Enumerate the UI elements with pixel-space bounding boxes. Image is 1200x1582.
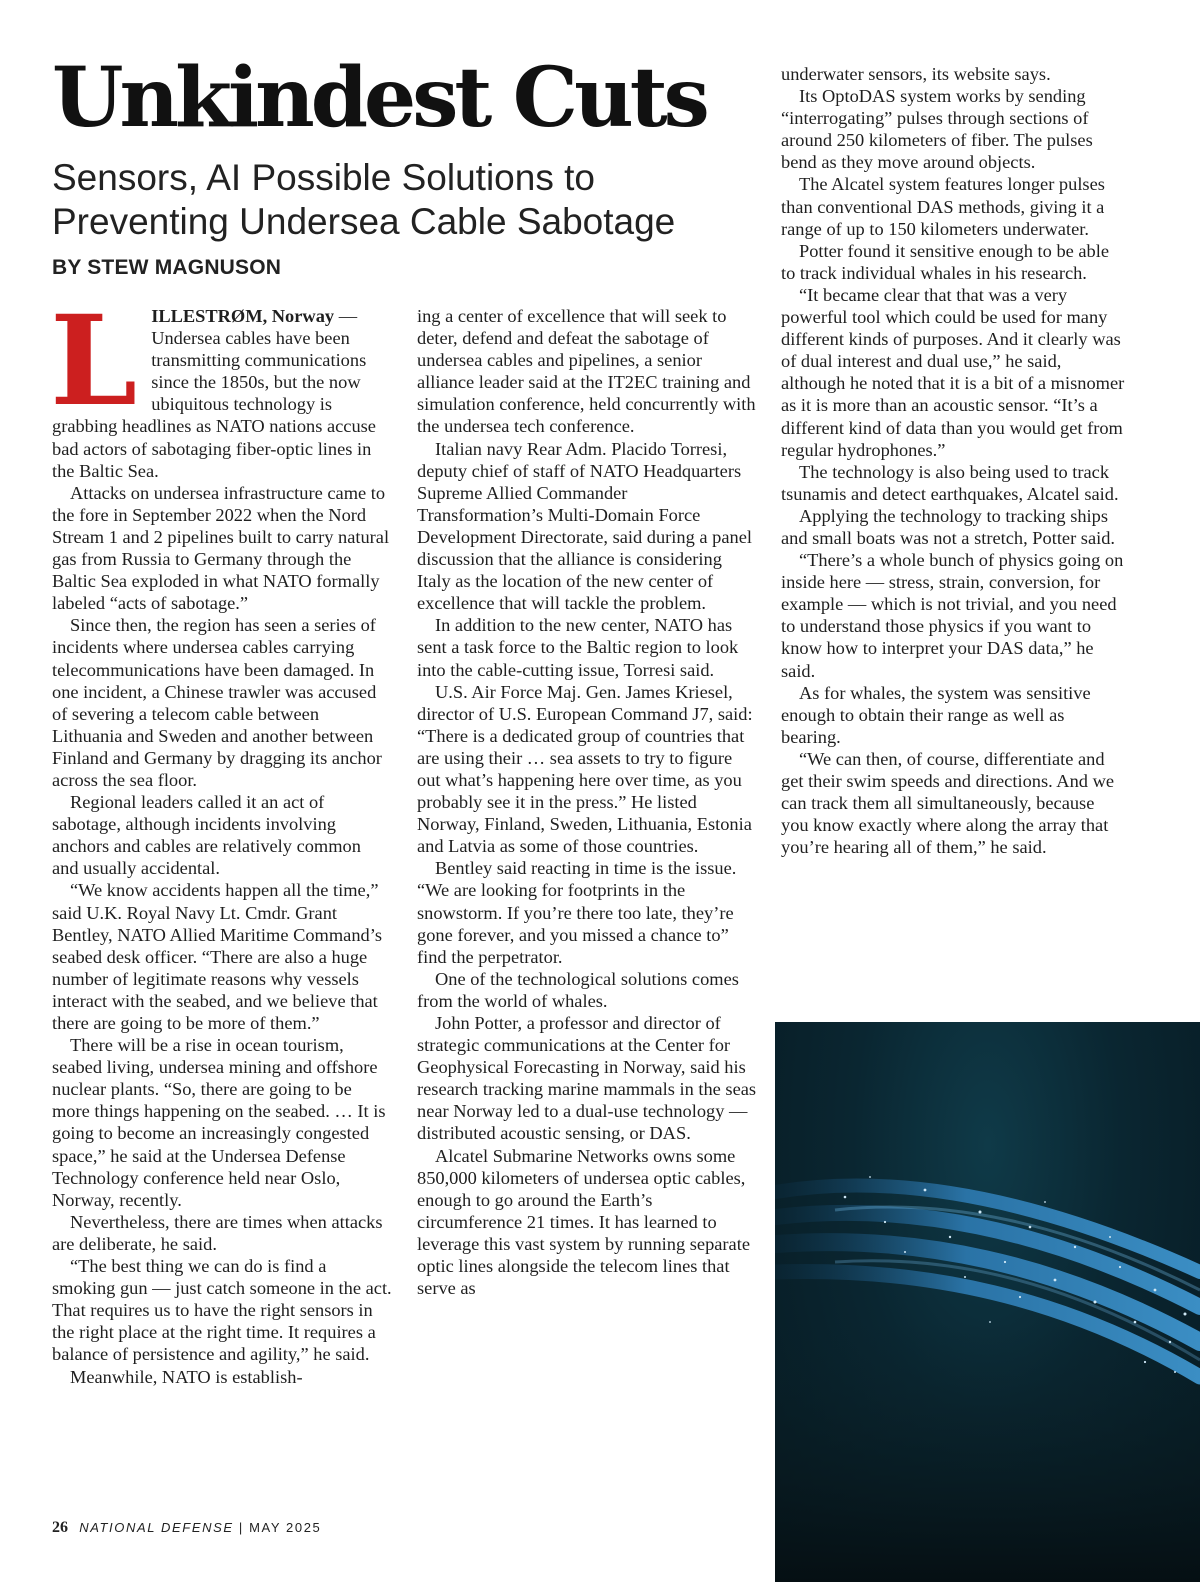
paragraph: Meanwhile, NATO is establish- [70, 1366, 303, 1387]
paragraph: “It became clear that that was a very powerful tool which could be used for many different kinds of purposes. And it clearly was of dual interest and dual use,” he said, although he noted that it is a bit of a misnomer as it is more than an acoustic sensor. “It’s a different kind of data than you would get from regular hydrophones.” [781, 284, 1125, 460]
dateline: ILLESTRØM, Norway [151, 306, 335, 326]
paragraph: underwater sensors, its website says. [781, 64, 1051, 84]
paragraph: Italian navy Rear Adm. Placido Torresi, deputy chief of staff of NATO Headquarters Supreme Allied Commander Transformation’s Multi-Domain Force Development Directorate, said during a panel discussion that the alliance is considering Italy as the location of the new center of excellence that will tackle the problem. [417, 438, 752, 614]
paragraph: As for whales, the system was sensitive enough to obtain their range as well as bearing. [781, 682, 1091, 747]
paragraph: Regional leaders called it an act of sabotage, although incidents involving anchors and cables are relatively common and usually accidental. [52, 792, 361, 879]
paragraph: One of the technological solutions comes from the world of whales. [417, 968, 739, 1011]
dateline-dash: — [334, 306, 358, 326]
paragraph: “We can then, of course, differentiate and get their swim speeds and directions. And we can track them all simultaneously, because you know exactly where along the array that you’re hearing all of them,” he said. [781, 748, 1115, 858]
paragraph: Potter found it sensitive enough to be able to track individual whales in his research. [781, 240, 1110, 283]
paragraph: Undersea cables have been transmitting communications since the 1850s, but the now ubiquitous technology is grabbing headlines as NATO nations accuse bad actors of sabotaging fiber-optic lines in the Baltic Sea. [52, 328, 376, 481]
page-footer [52, 1519, 321, 1537]
paragraph: Since then, the region has seen a series of incidents where undersea cables carrying telecommunications have been damaged. In one incident, a Chinese trawler was accused of severing a telecom cable between Lithuania and Sweden and another between Finland and Germany by dragging its anchor across the sea floor. [52, 615, 382, 790]
paragraph: The Alcatel system features longer pulses than conventional DAS methods, giving it a range of up to 150 kilometers underwater. [781, 174, 1105, 239]
fiber-optic-cables-illustration [775, 1022, 1200, 1582]
paragraph: “There’s a whole bunch of physics going on inside here — stress, strain, conversion, for example — which is not trivial, and you need to understand those physics if you want to know how to interpret your DAS data,” he said. [781, 550, 1124, 681]
publication-name: NATIONAL DEFENSE [79, 1520, 234, 1535]
paragraph: Alcatel Submarine Networks owns some 850,000 kilometers of undersea optic cables, enough to go around the Earth’s circumference 21 times. It has learned to leverage this vast system by running separate optic lines alongside the telecom lines that serve as [417, 1145, 750, 1299]
article-title: Unkindest Cuts [52, 50, 706, 146]
paragraph: Bentley said reacting in time is the issue. “We are looking for footprints in the snowstorm. If you’re there too late, they’re gone forever, and you missed a chance to” find the perpetrator. [417, 858, 737, 967]
paragraph: Its OptoDAS system works by sending “interrogating” pulses through sections of around 250 kilometers of fiber. The pulses bend as they move around objects. [781, 86, 1093, 173]
paragraph: U.S. Air Force Maj. Gen. James Kriesel, director of U.S. European Command J7, said: “There is a dedicated group of countries that are using their … sea assets to try to figure out what’s happening here over time, as you probably see it in the press.” He listed Norway, Finland, Sweden, Lithuania, Estonia and Latvia as some of those countries. [417, 681, 753, 857]
footer-separator: | [238, 1520, 244, 1535]
paragraph: Attacks on undersea infrastructure came to the fore in September 2022 when the Nord Stream 1 and 2 pipelines built to carry natural gas from Russia to Germany through the Baltic Sea exploded in what NATO formally labeled “acts of sabotage.” [52, 482, 390, 614]
article-column-1 [50, 289, 392, 1388]
paragraph: “The best thing we can do is find a smoking gun — just catch someone in the act. That requires us to have the right sensors in the right place at the right time. It requires a balance of persistence and agility,” he said. [52, 1256, 392, 1365]
paragraph: ing a center of excellence that will seek to deter, defend and defeat the sabotage of undersea cables and pipelines, a senior alliance leader said at the IT2EC training and simulation conference, held concurrently with the undersea tech conference. [417, 306, 756, 437]
article-column-3 [781, 63, 1126, 858]
article-column-2 [417, 305, 757, 1299]
paragraph: Nevertheless, there are times when attacks are deliberate, he said. [52, 1211, 383, 1254]
byline: BY STEW MAGNUSON [52, 256, 282, 279]
drop-cap: L [50, 289, 138, 434]
paragraph: There will be a rise in ocean tourism, seabed living, undersea mining and offshore nuclear plants. “So, there are going to be more things happening on the seabed. … It is going to become an increasingly congested space,” he said at the Undersea Defense Technology conference held near Oslo, Norway, recently. [52, 1035, 386, 1210]
paragraph: John Potter, a professor and director of strategic communications at the Center for Geophysical Forecasting in Norway, said his research tracking marine mammals in the seas near Norway led to a dual-use technology — distributed acoustic sensing, or DAS. [417, 1013, 757, 1144]
undersea-cable-photo [775, 1022, 1200, 1582]
article-subtitle: Sensors, AI Possible Solutions to Preventing Undersea Cable Sabotage [52, 157, 676, 242]
paragraph: The technology is also being used to track tsunamis and detect earthquakes, Alcatel said. [781, 461, 1119, 504]
paragraph: “We know accidents happen all the time,” said U.K. Royal Navy Lt. Cmdr. Grant Bentley, NATO Allied Maritime Command’s seabed desk officer. “There are also a huge number of legitimate reasons why vessels interact with the seabed, and we believe that there are going to be more of them.” [52, 880, 382, 1033]
paragraph: In addition to the new center, NATO has sent a task force to the Baltic region to look into the cable-cutting issue, Torresi said. [417, 615, 739, 680]
issue-date: MAY 2025 [249, 1520, 322, 1535]
paragraph: Applying the technology to tracking ships and small boats was not a stretch, Potter said. [781, 505, 1116, 548]
lead-paragraph [50, 289, 392, 482]
page-number: 26 [52, 1519, 68, 1536]
